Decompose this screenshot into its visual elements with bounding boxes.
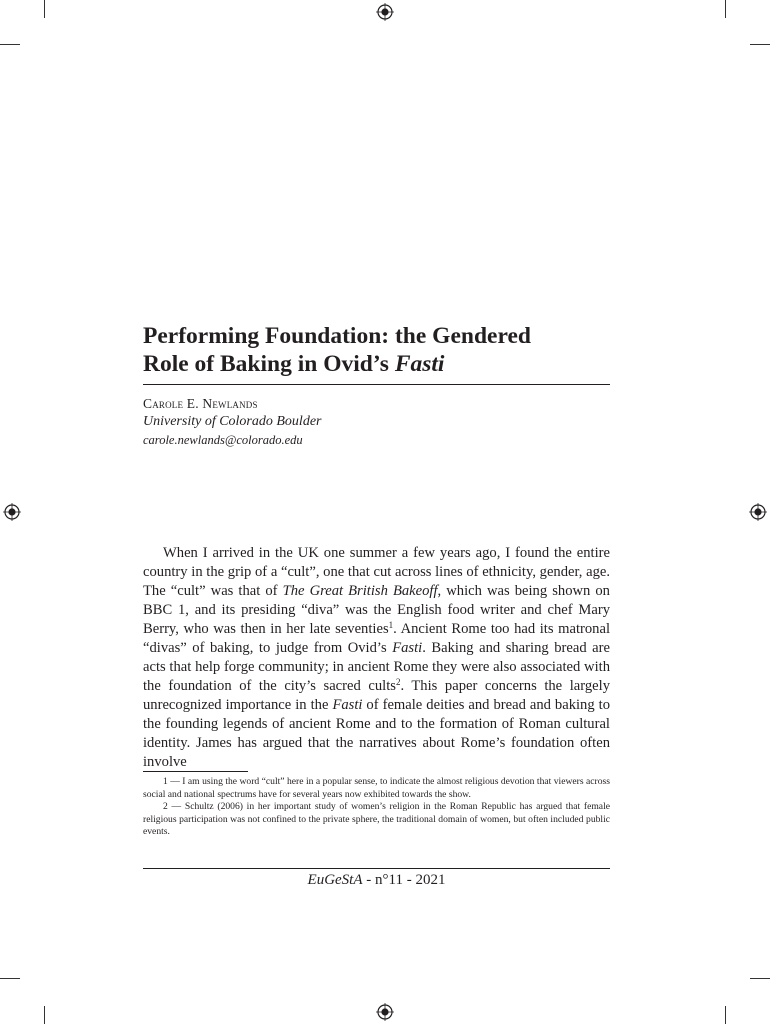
crop-mark-top-left [44,0,45,18]
crop-mark-bottom-left-h [0,978,20,979]
crop-mark-top-right [725,0,726,18]
title-line-1: Performing Foundation: the Gendered [143,323,531,349]
body-text-3: . Ancient Rome too had its matronal “divas” of baking, to judge from Ovid’s [143,621,610,656]
crop-mark-bottom-right [725,1006,726,1024]
registration-mark-icon [749,503,767,521]
footnote-ref-1[interactable]: 1 [388,620,394,630]
registration-mark-icon [3,503,21,521]
registration-mark-icon [376,3,394,21]
crop-mark-bottom-right-h [750,978,770,979]
footnote-rule [143,771,248,772]
body-text-6: of female deities and bread and baking to the founding legends of ancient Rome and to the formation of Roman cultural identity. James has argued that the narratives about Rome’s foundation often involve [143,697,610,770]
body-text-1: When I arrived in the UK one summer a few years ago, I found the entire country in the grip of a “cult”, one that cut across lines of ethnicity, gender, age. The “cult” was that of [143,545,610,599]
title-line-2: Role of Baking in Ovid’s [143,351,395,377]
body-italic-fasti-2: Fasti [332,697,363,713]
body-text-4: . Baking and sharing bread are acts that help forge community; in ancient Rome they were also associated with the foundation of the city’s sacred cults [143,640,610,694]
journal-issue: - n°11 - 2021 [362,872,446,888]
crop-mark-bottom-left [44,1006,45,1024]
author-email[interactable]: carole.newlands@colorado.edu [143,433,303,447]
body-text-5: . This paper concerns the largely unrecognized importance in the [143,678,610,713]
footnote-ref-2[interactable]: 2 [395,677,401,687]
article-title [143,322,583,378]
journal-name: EuGeStA [307,872,363,888]
footnotes [143,776,610,839]
crop-mark-top-left-h [0,44,20,45]
title-rule [143,384,610,385]
footer-rule [143,868,610,869]
footnote-2: 2 — Schultz (2006) in her important study of women’s religion in the Roman Republic has argued that female religious participation was not confined to the private sphere, the traditional domain of women, but often included public events. [143,801,610,837]
footnote-1: 1 — I am using the word “cult” here in a popular sense, to indicate the almost religious devotion that viewers across social and national spectrums have for several years now exhibited towards the show. [143,776,610,800]
body-paragraph [143,544,610,772]
registration-mark-icon [376,1003,394,1021]
author-name: Carole E. Newlands [143,396,258,411]
body-italic-bakeoff: The Great British Bakeoff [282,583,438,599]
journal-footer [143,872,610,889]
title-italic-work: Fasti [394,351,445,377]
crop-mark-top-right-h [750,44,770,45]
body-italic-fasti: Fasti [392,640,423,656]
body-text-2: , which was being shown on BBC 1, and its presiding “diva” was the English food writer and chef Mary Berry, who was then in her late seventies [143,583,610,637]
author-affiliation: University of Colorado Boulder [143,414,322,429]
